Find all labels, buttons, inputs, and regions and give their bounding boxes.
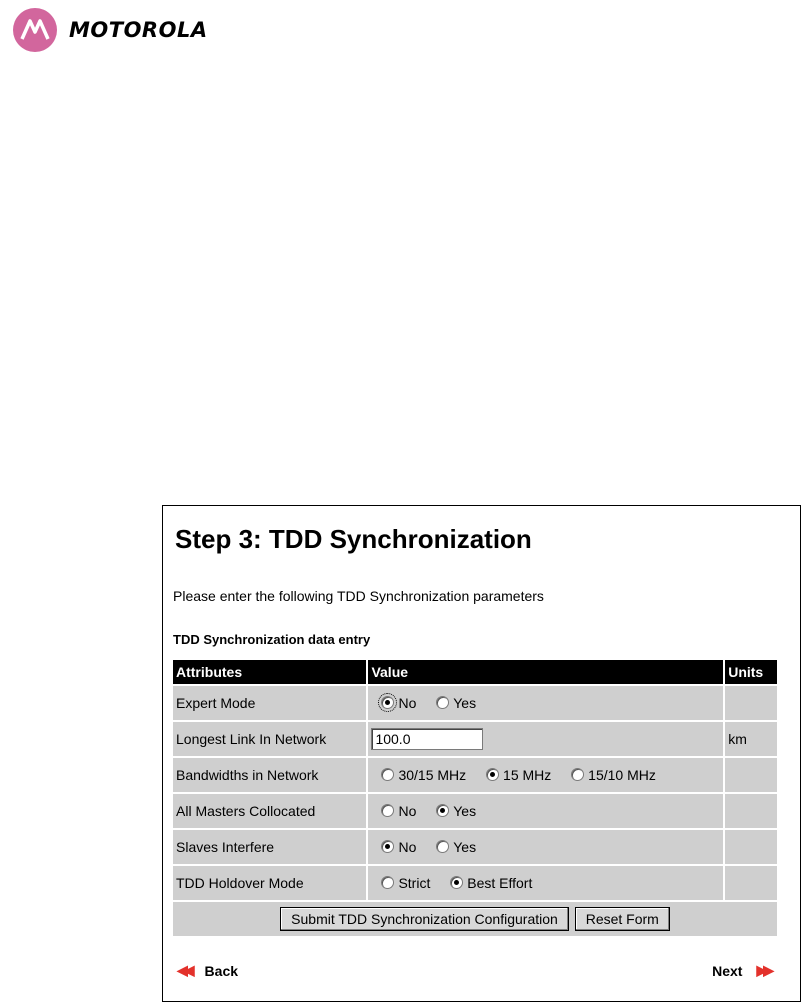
longest-link-input[interactable] [371, 728, 483, 750]
tdd-sync-panel [162, 505, 801, 1002]
holdover-mode-options [368, 866, 723, 900]
header-value: Value [368, 660, 723, 684]
slaves-interfere-yes-radio[interactable] [436, 840, 449, 853]
slaves-interfere-options [368, 830, 723, 864]
masters-collocated-no-radio[interactable] [381, 804, 394, 817]
table-row [173, 830, 777, 864]
table-row [173, 758, 777, 792]
units-cell [725, 758, 777, 792]
radio-label: 15/10 MHz [588, 767, 656, 783]
masters-collocated-yes-radio[interactable] [436, 804, 449, 817]
intro-text: Please enter the following TDD Synchronization parameters [173, 588, 544, 604]
attribute-label: Slaves Interfere [173, 830, 366, 864]
attribute-label: Longest Link In Network [173, 722, 366, 756]
motorola-logo [13, 7, 208, 53]
back-label: Back [204, 962, 239, 979]
header-units: Units [725, 660, 777, 684]
units-cell: km [725, 722, 777, 756]
radio-label: Yes [453, 803, 477, 819]
holdover-strict-radio[interactable] [381, 876, 394, 889]
next-arrow-icon: ▶▶ [756, 962, 770, 978]
button-cell [173, 902, 777, 936]
table-row [173, 686, 777, 720]
attribute-label: Bandwidths in Network [173, 758, 366, 792]
motorola-batwing-icon [13, 8, 57, 52]
attribute-label: TDD Holdover Mode [173, 866, 366, 900]
brand-name: MOTOROLA [69, 18, 208, 42]
units-cell [725, 830, 777, 864]
longest-link-cell [368, 722, 723, 756]
table-row [173, 722, 777, 756]
bandwidth-15-radio[interactable] [486, 768, 499, 781]
units-cell [725, 866, 777, 900]
radio-label: Yes [453, 695, 477, 711]
expert-mode-options [368, 686, 723, 720]
radio-label: 30/15 MHz [398, 767, 467, 783]
table-row [173, 866, 777, 900]
units-cell [725, 686, 777, 720]
next-label: Next [712, 962, 743, 979]
bandwidth-30-15-radio[interactable] [381, 768, 394, 781]
reset-button[interactable]: Reset Form [575, 907, 670, 931]
holdover-best-effort-radio[interactable] [450, 876, 463, 889]
radio-label: Strict [398, 875, 431, 891]
units-cell [725, 794, 777, 828]
masters-collocated-options [368, 794, 723, 828]
section-title: TDD Synchronization data entry [173, 632, 371, 647]
attribute-label: Expert Mode [173, 686, 366, 720]
radio-label: Yes [453, 839, 477, 855]
back-arrow-icon: ◀◀ [177, 962, 191, 978]
header-attributes: Attributes [173, 660, 366, 684]
expert-mode-no-radio[interactable] [381, 696, 394, 709]
radio-label: 15 MHz [503, 767, 552, 783]
tdd-sync-table [171, 658, 779, 938]
table-header-row [173, 660, 777, 684]
submit-button[interactable]: Submit TDD Synchronization Configuration [280, 907, 569, 931]
bandwidth-15-10-radio[interactable] [571, 768, 584, 781]
radio-label: Best Effort [467, 875, 533, 891]
table-row [173, 794, 777, 828]
page-title: Step 3: TDD Synchronization [175, 524, 532, 554]
radio-label: No [398, 839, 417, 855]
radio-label: No [398, 695, 417, 711]
radio-label: No [398, 803, 417, 819]
attribute-label: All Masters Collocated [173, 794, 366, 828]
slaves-interfere-no-radio[interactable] [381, 840, 394, 853]
button-row [173, 902, 777, 936]
expert-mode-yes-radio[interactable] [436, 696, 449, 709]
bandwidth-options [368, 758, 723, 792]
back-link[interactable] [177, 962, 238, 979]
next-link[interactable] [712, 962, 770, 979]
